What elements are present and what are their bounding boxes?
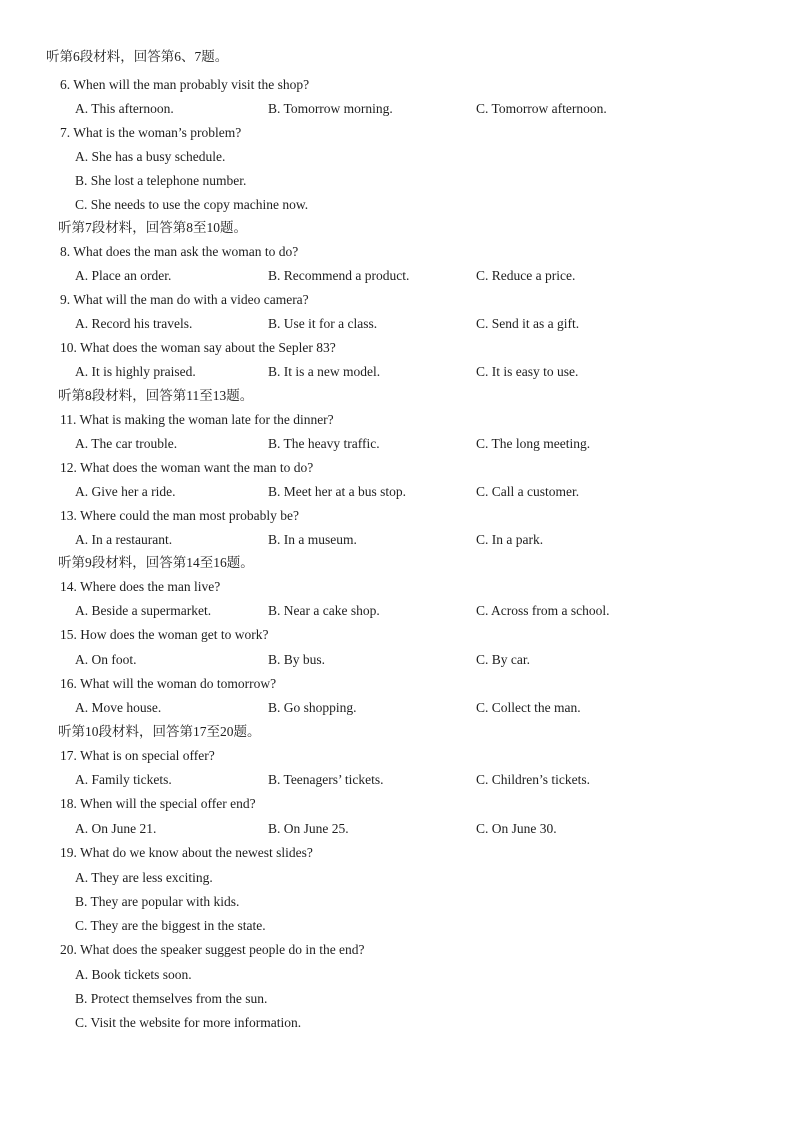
q12-option-a: A. Give her a ride. [75,484,176,499]
q11-option-b: B. The heavy traffic. [268,436,380,451]
question-13: 13. Where could the man most probably be? [60,508,299,523]
question-18: 18. When will the special offer end? [60,796,256,811]
section-header: 听第9段材料，回答第14至16题。 [58,555,254,570]
q11-option-a: A. The car trouble. [75,436,178,451]
question-9: 9. What will the man do with a video camera? [60,292,309,307]
q18-option-c: C. On June 30. [476,821,557,836]
question-17: 17. What is on special offer? [60,748,215,763]
q6-option-c: C. Tomorrow afternoon. [476,101,607,116]
q15-option-b: B. By bus. [268,652,326,667]
question-10: 10. What does the woman say about the Sepler 83? [60,340,336,355]
question-11: 11. What is making the woman late for the dinner? [60,412,334,427]
q15-option-c: C. By car. [476,652,530,667]
q17-option-a: A. Family tickets. [75,772,172,787]
q7-option-b: B. She lost a telephone number. [75,173,247,188]
question-6: 6. When will the man probably visit the shop? [60,77,310,92]
section-header: 听第10段材料，回答第17至20题。 [58,724,261,739]
q7-option-c: C. She needs to use the copy machine now. [75,197,309,212]
q10-option-a: A. It is highly praised. [75,364,196,379]
q18-option-a: A. On June 21. [75,821,157,836]
q18-option-b: B. On June 25. [268,821,349,836]
section-header: 听第8段材料，回答第11至13题。 [58,388,254,403]
q14-option-c: C. Across from a school. [476,603,610,618]
question-7: 7. What is the woman’s problem? [60,125,242,140]
q7-option-a: A. She has a busy schedule. [75,149,226,164]
q12-option-c: C. Call a customer. [476,484,580,499]
section-header: 听第7段材料，回答第8至10题。 [58,220,247,235]
question-16: 16. What will the woman do tomorrow? [60,676,277,691]
q10-option-b: B. It is a new model. [268,364,381,379]
q12-option-b: B. Meet her at a bus stop. [268,484,406,499]
q9-option-b: B. Use it for a class. [268,316,378,331]
q15-option-a: A. On foot. [75,652,137,667]
question-19: 19. What do we know about the newest slides? [60,845,313,860]
q17-option-c: C. Children’s tickets. [476,772,590,787]
q14-option-a: A. Beside a supermarket. [75,603,212,618]
question-20: 20. What does the speaker suggest people do in the end? [60,942,365,957]
q19-option-b: B. They are popular with kids. [75,894,240,909]
section-header: 听第6段材料，回答第6、7题。 [46,49,229,64]
q8-option-a: A. Place an order. [75,268,172,283]
q20-option-c: C. Visit the website for more information. [75,1015,302,1030]
question-14: 14. Where does the man live? [60,579,221,594]
q13-option-a: A. In a restaurant. [75,532,173,547]
q13-option-b: B. In a museum. [268,532,357,547]
q9-option-a: A. Record his travels. [75,316,193,331]
q13-option-c: C. In a park. [476,532,544,547]
q8-option-c: C. Reduce a price. [476,268,576,283]
q17-option-b: B. Teenagers’ tickets. [268,772,384,787]
q8-option-b: B. Recommend a product. [268,268,410,283]
question-8: 8. What does the man ask the woman to do? [60,244,299,259]
question-12: 12. What does the woman want the man to do? [60,460,314,475]
q9-option-c: C. Send it as a gift. [476,316,580,331]
question-15: 15. How does the woman get to work? [60,627,269,642]
q19-option-c: C. They are the biggest in the state. [75,918,266,933]
q20-option-b: B. Protect themselves from the sun. [75,991,268,1006]
q16-option-a: A. Move house. [75,700,162,715]
q16-option-b: B. Go shopping. [268,700,357,715]
q19-option-a: A. They are less exciting. [75,870,213,885]
q11-option-c: C. The long meeting. [476,436,591,451]
q10-option-c: C. It is easy to use. [476,364,579,379]
q20-option-a: A. Book tickets soon. [75,967,192,982]
q14-option-b: B. Near a cake shop. [268,603,380,618]
q6-option-b: B. Tomorrow morning. [268,101,393,116]
q6-option-a: A. This afternoon. [75,101,174,116]
q16-option-c: C. Collect the man. [476,700,581,715]
